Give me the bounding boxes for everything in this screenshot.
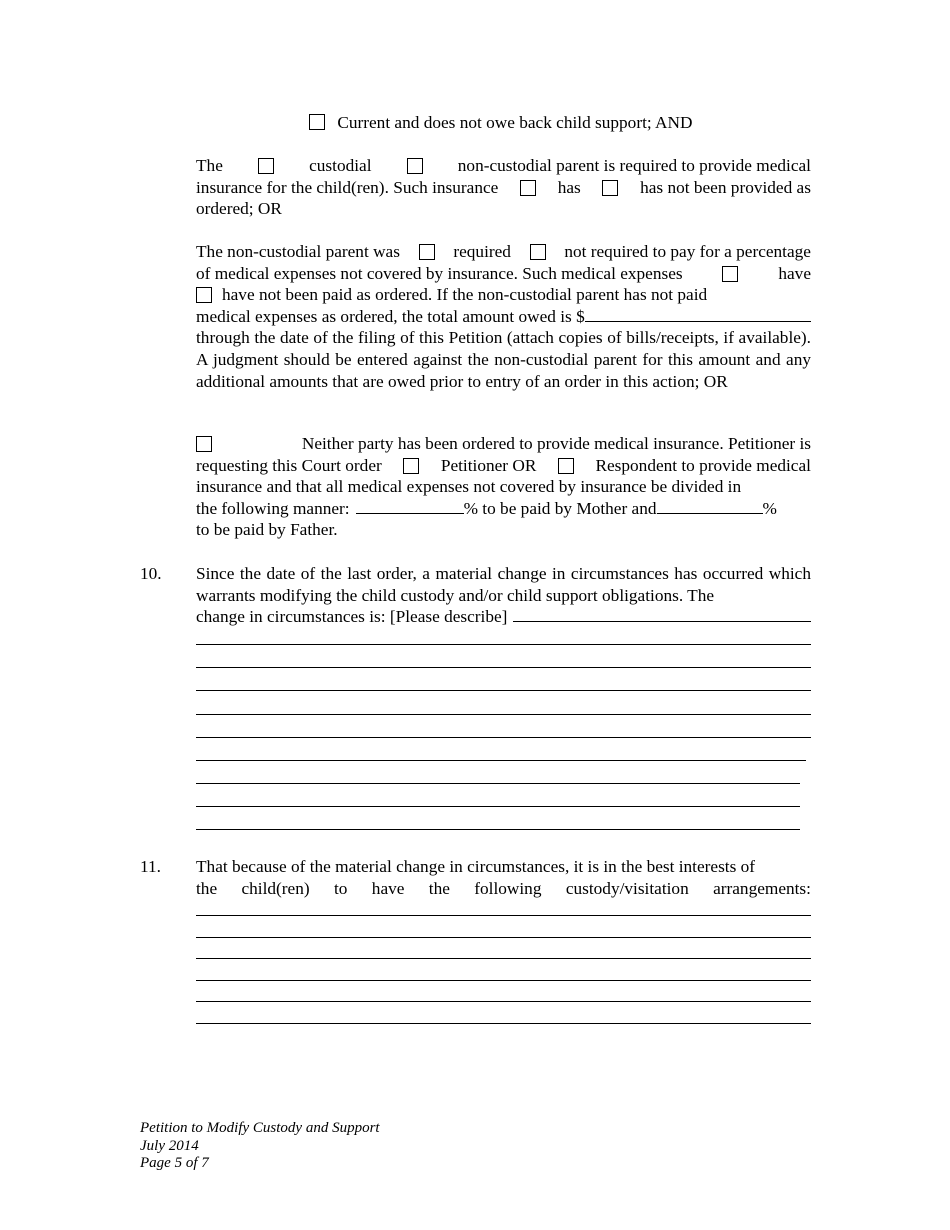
neither-line-2-text: requesting this Court order bbox=[196, 455, 382, 475]
custodial-checkbox[interactable] bbox=[258, 158, 274, 174]
footer-page: Page 5 of 7 bbox=[140, 1155, 209, 1171]
non-custodial-checkbox[interactable] bbox=[407, 158, 423, 174]
arrangement-line-4[interactable] bbox=[196, 980, 811, 981]
item-10-number: 10. bbox=[140, 564, 162, 583]
current-support-line bbox=[309, 112, 693, 134]
expenses-have-checkbox[interactable] bbox=[722, 266, 738, 282]
required-label: required bbox=[453, 242, 511, 261]
neither-line-4 bbox=[196, 498, 811, 520]
arrangement-line-6[interactable] bbox=[196, 1023, 811, 1024]
item-11-line-1: That because of the material change in circumstances, it is in the best interests of bbox=[196, 857, 756, 876]
current-support-checkbox[interactable] bbox=[309, 114, 325, 130]
father-percentage-field[interactable] bbox=[657, 498, 763, 514]
neither-line-4-text: the following manner: bbox=[196, 498, 350, 518]
change-line-3[interactable] bbox=[196, 690, 811, 691]
item-11-number: 11. bbox=[140, 857, 161, 876]
non-custodial-label: non-custodial parent is required to provide medical bbox=[457, 156, 811, 175]
neither-line-3: insurance and that all medical expenses not covered by insurance be divided in bbox=[196, 477, 742, 497]
respondent-checkbox[interactable] bbox=[558, 458, 574, 474]
petitioner-label: Petitioner OR bbox=[440, 455, 537, 475]
expenses-have-label: have bbox=[778, 263, 811, 283]
insurance-the: The bbox=[196, 156, 223, 175]
mother-percentage-label: % to be paid by Mother and bbox=[463, 498, 657, 518]
item-10-text: Since the date of the last order, a material change in circumstances has occurred which warrants modifying the child custody and/or child support obligations. The bbox=[196, 564, 811, 605]
petitioner-checkbox[interactable] bbox=[403, 458, 419, 474]
medical-expenses-paragraph bbox=[196, 241, 811, 392]
insurance-has-not-checkbox[interactable] bbox=[602, 180, 618, 196]
custodial-label: custodial bbox=[309, 156, 372, 175]
change-description-field[interactable] bbox=[513, 606, 811, 622]
insurance-line-3: ordered; OR bbox=[196, 199, 282, 219]
current-support-text: Current and does not owe back child support; AND bbox=[337, 113, 693, 132]
change-line-8[interactable] bbox=[196, 806, 800, 807]
change-line-5[interactable] bbox=[196, 737, 811, 738]
not-required-label: not required to pay for a percentage bbox=[564, 242, 811, 261]
item-11-word-6: following bbox=[474, 878, 542, 898]
neither-line-2 bbox=[196, 455, 811, 477]
arrangement-line-2[interactable] bbox=[196, 937, 811, 938]
item-11-line-2 bbox=[196, 878, 811, 900]
insurance-paragraph bbox=[196, 155, 811, 220]
medical-line-4 bbox=[196, 306, 811, 328]
medical-line-1 bbox=[196, 241, 811, 263]
insurance-has-checkbox[interactable] bbox=[520, 180, 536, 196]
change-line-6[interactable] bbox=[196, 760, 806, 761]
change-line-2[interactable] bbox=[196, 667, 811, 668]
item-11-word-5: the bbox=[428, 878, 450, 898]
medical-line-4-text: medical expenses as ordered, the total amount owed is $ bbox=[196, 306, 585, 326]
item-11-word-1: the bbox=[196, 878, 218, 898]
insurance-line-1 bbox=[196, 155, 811, 177]
arrangement-line-5[interactable] bbox=[196, 1001, 811, 1002]
not-required-checkbox[interactable] bbox=[530, 244, 546, 260]
item-10-line-3 bbox=[196, 606, 811, 628]
arrangement-line-3[interactable] bbox=[196, 958, 811, 959]
father-percent-sign: % bbox=[762, 498, 777, 518]
item-11-word-8: arrangements: bbox=[713, 878, 811, 898]
expenses-have-not-checkbox[interactable] bbox=[196, 287, 212, 303]
medical-line-2-text: of medical expenses not covered by insurance. Such medical expenses bbox=[196, 263, 683, 283]
insurance-line-2-text: insurance for the child(ren). Such insurance bbox=[196, 177, 499, 197]
medical-line-3 bbox=[196, 284, 811, 306]
neither-line-5: to be paid by Father. bbox=[196, 520, 338, 540]
neither-paragraph bbox=[196, 433, 811, 541]
neither-party-checkbox[interactable] bbox=[196, 436, 212, 452]
medical-rest-text: through the date of the filing of this Petition (attach copies of bills/receipts, if available). A judgment should be entered against the non-custodial parent for this amount and any additional amounts that are owed prior to entry of an order in this action; OR bbox=[196, 328, 811, 391]
item-11-word-3: to bbox=[333, 878, 348, 898]
item-11-word-2: child(ren) bbox=[241, 878, 310, 898]
respondent-label: Respondent to provide medical bbox=[595, 455, 811, 475]
medical-line-1-text: The non-custodial parent was bbox=[196, 242, 400, 261]
medical-line-3-text: have not been paid as ordered. If the non-custodial parent has not paid bbox=[222, 285, 708, 305]
page-footer bbox=[140, 1120, 380, 1173]
required-checkbox[interactable] bbox=[419, 244, 435, 260]
item-10-line-3-text: change in circumstances is: [Please describe] bbox=[196, 607, 508, 627]
change-line-9[interactable] bbox=[196, 829, 800, 830]
insurance-line-2 bbox=[196, 177, 811, 199]
item-11-word-4: have bbox=[371, 878, 405, 898]
insurance-has-label: has bbox=[557, 177, 581, 197]
neither-line-1-text: Neither party has been ordered to provide medical insurance. Petitioner is bbox=[301, 434, 811, 453]
change-line-4[interactable] bbox=[196, 714, 811, 715]
arrangement-line-1[interactable] bbox=[196, 915, 811, 916]
medical-line-2 bbox=[196, 263, 811, 285]
item-11-word-7: custody/visitation bbox=[565, 878, 689, 898]
item-11-paragraph bbox=[196, 856, 811, 899]
footer-title: Petition to Modify Custody and Support bbox=[140, 1120, 380, 1136]
footer-date: July 2014 bbox=[140, 1137, 199, 1154]
insurance-has-not-label: has not been provided as bbox=[640, 177, 811, 197]
item-10-paragraph bbox=[196, 563, 811, 628]
change-line-1[interactable] bbox=[196, 644, 811, 645]
change-line-7[interactable] bbox=[196, 783, 800, 784]
mother-percentage-field[interactable] bbox=[356, 498, 464, 514]
amount-owed-field[interactable] bbox=[585, 306, 811, 322]
neither-line-1 bbox=[196, 433, 811, 455]
